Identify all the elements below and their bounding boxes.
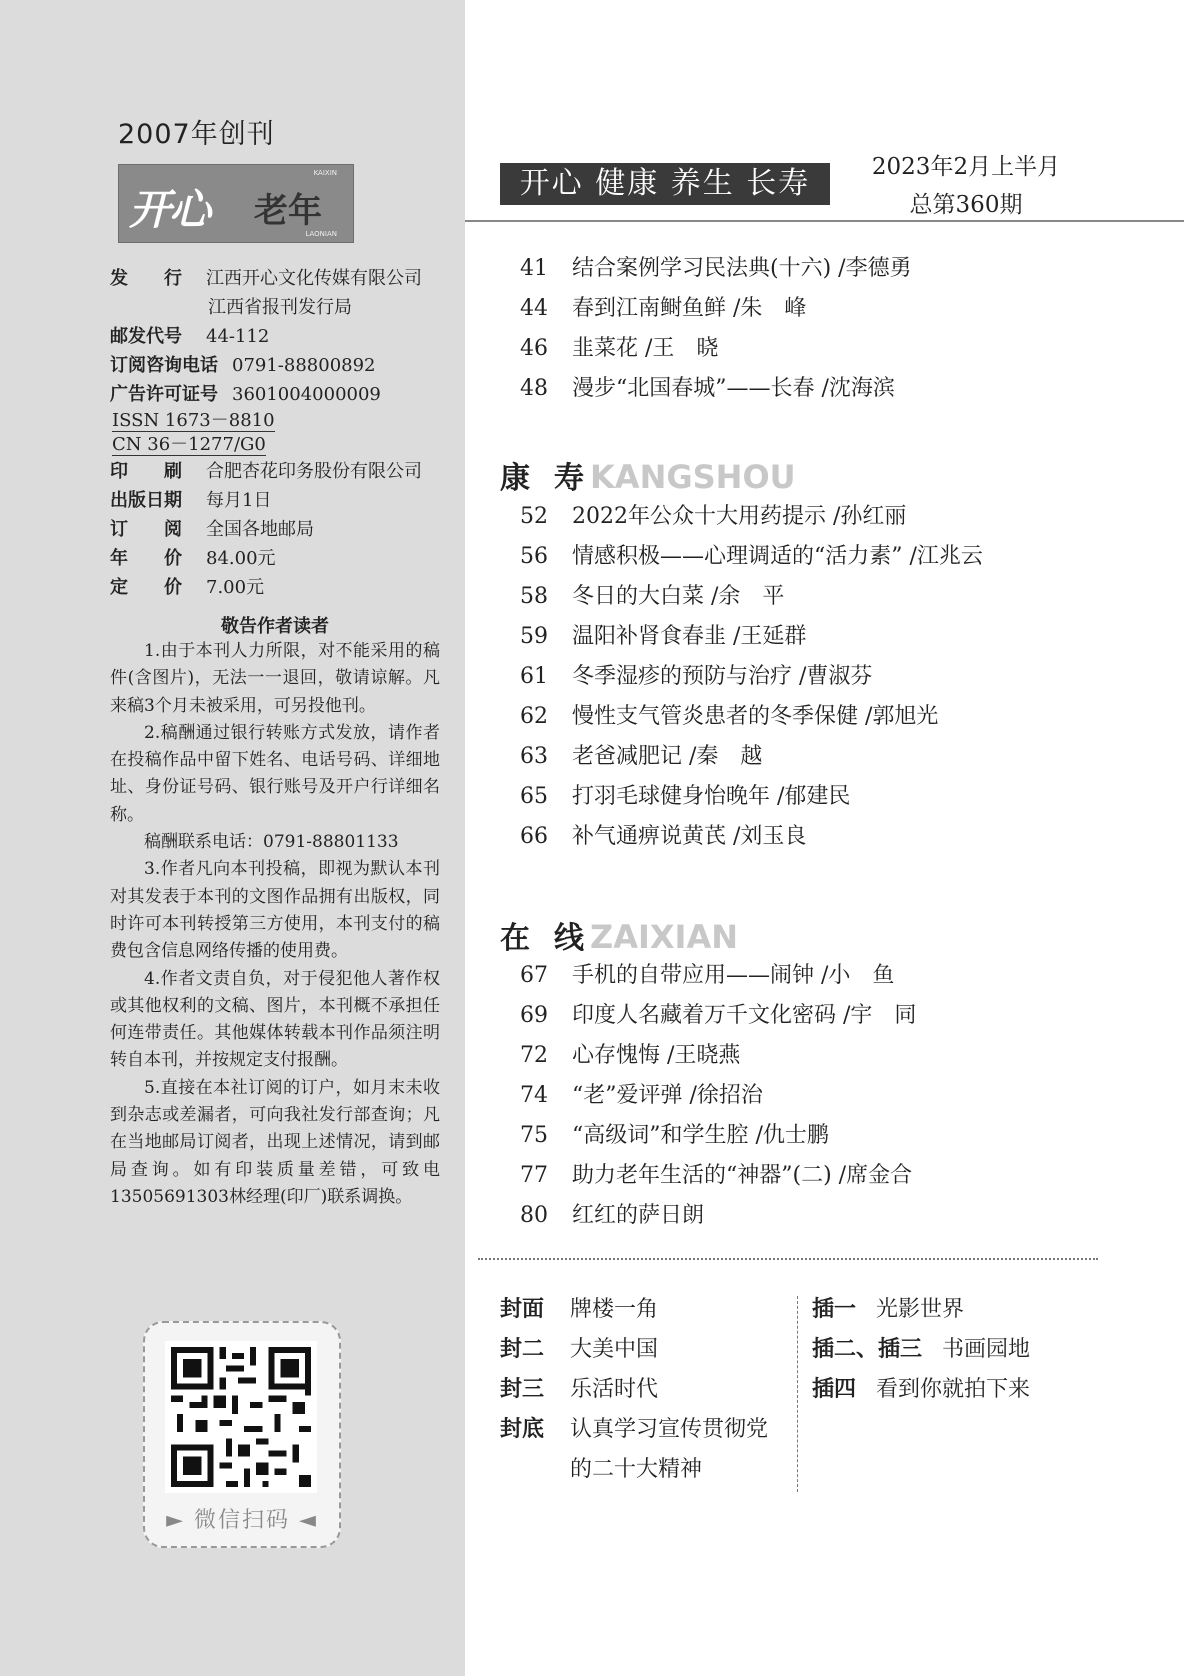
toc-page: 58 — [520, 584, 548, 609]
toc-page: 75 — [520, 1123, 548, 1148]
publisher-value-2: 江西省报刊发行局 — [208, 297, 352, 318]
founded-year: 2007年创刊 — [118, 119, 275, 150]
toc-entry[interactable] — [500, 289, 1140, 329]
toc-entry[interactable] — [500, 1116, 1140, 1156]
insert-key: 插四 — [812, 1377, 857, 1402]
info-cn — [110, 433, 460, 457]
publication-info — [110, 264, 460, 602]
toc-entry[interactable] — [500, 956, 1140, 996]
info-publisher-2 — [110, 293, 460, 322]
toc-page: 52 — [520, 504, 548, 529]
toc-page: 80 — [520, 1203, 548, 1228]
insert-key: 插一 — [812, 1297, 857, 1322]
toc-entry[interactable] — [500, 329, 1140, 369]
toc-title: 春到江南鲥鱼鲜 /朱 峰 — [572, 296, 807, 321]
insert-value: 书画园地 — [942, 1337, 1031, 1362]
insert-entry — [812, 1290, 1030, 1330]
section-zaixian-cn: 在线 — [500, 921, 608, 956]
sidebar — [0, 0, 465, 1676]
toc-title: 冬季湿疹的预防与治疗 /曹淑芬 — [572, 664, 873, 689]
toc-entry[interactable] — [500, 1036, 1140, 1076]
notice-paragraph: 2.稿酬通过银行转账方式发放，请作者在投稿作品中留下姓名、电话号码、详细地址、身份证号码、银行账号及开户行详细名称。 — [110, 722, 440, 825]
issue-number: 总第360期 — [909, 192, 1023, 218]
toc-title: 打羽毛球健身怡晚年 /郁建民 — [572, 784, 851, 809]
header-divider — [465, 220, 1184, 222]
logo-english-top: KAIXIN — [313, 169, 337, 177]
publisher-label: 发 行 — [110, 268, 182, 289]
notice-paragraph: 5.直接在本社订阅的订户，如月末未收到杂志或差漏者，可向我社发行部查询；凡在当地邮局订阅者，出现上述情况，请到邮局查询。如有印装质量差错，可致电13505691303林经理(印厂)联系调换。 — [110, 1077, 440, 1207]
notice-paragraph: 4.作者文责自负，对于侵犯他人著作权或其他权利的文稿、图片，本刊概不承担任何连带责任。其他媒体转载本刊作品须注明转自本刊，并按规定支付报酬。 — [110, 968, 440, 1071]
toc-title: 温阳补肾食春韭 /王延群 — [572, 624, 807, 649]
toc-entry[interactable] — [500, 537, 1140, 577]
toc-page: 66 — [520, 824, 548, 849]
covers-divider — [478, 1258, 1098, 1260]
toc-title: 老爸减肥记 /秦 越 — [572, 744, 763, 769]
section-kangshou-en: KANGSHOU — [590, 458, 796, 496]
toc-kangshou-list — [500, 497, 1140, 857]
postal-code-label: 邮发代号 — [110, 326, 182, 347]
insert-value: 看到你就拍下来 — [876, 1377, 1031, 1402]
toc-page: 44 — [520, 296, 548, 321]
toc-page: 74 — [520, 1083, 548, 1108]
price-label: 定 价 — [110, 577, 182, 598]
covers-left-list — [500, 1290, 768, 1490]
toc-page: 61 — [520, 664, 548, 689]
ad-license-label: 广告许可证号 — [110, 384, 218, 405]
toc-title: 助力老年生活的“神器”(二) /席金合 — [572, 1163, 913, 1188]
cover-value: 认真学习宣传贯彻党 — [570, 1417, 769, 1442]
postal-code-value: 44-112 — [206, 326, 270, 347]
ad-license-value: 3601004000009 — [232, 384, 381, 405]
toc-title: 2022年公众十大用药提示 /孙红丽 — [572, 504, 907, 529]
notice-paragraph: 稿酬联系电话：0791-88801133 — [144, 832, 399, 853]
cover-key: 封底 — [500, 1417, 545, 1442]
toc-page: 63 — [520, 744, 548, 769]
toc-entry[interactable] — [500, 817, 1140, 857]
insert-value: 光影世界 — [876, 1297, 965, 1322]
cover-value: 大美中国 — [570, 1337, 659, 1362]
section-zaixian-en: ZAIXIAN — [590, 918, 738, 956]
toc-page: 48 — [520, 376, 548, 401]
logo-english-bottom: LAONIAN — [305, 230, 337, 238]
section-kangshou-cn: 康寿 — [500, 461, 608, 496]
toc-entry[interactable] — [500, 249, 1140, 289]
toc-page: 46 — [520, 336, 548, 361]
toc-entry[interactable] — [500, 996, 1140, 1036]
toc-entry[interactable] — [500, 697, 1140, 737]
toc-top-list — [500, 249, 1140, 409]
insert-entry — [812, 1330, 1030, 1370]
info-ad-license — [110, 380, 460, 409]
toc-page: 62 — [520, 704, 548, 729]
cover-entry — [500, 1290, 768, 1330]
logo-main-text: 开心 — [129, 185, 210, 234]
toc-zaixian-list — [500, 956, 1140, 1236]
cover-entry — [500, 1450, 768, 1490]
info-issn — [110, 409, 460, 433]
publisher-value: 江西开心文化传媒有限公司 — [206, 268, 422, 289]
toc-title: “高级词”和学生腔 /仇士鹏 — [572, 1123, 829, 1148]
issue-date: 2023年2月上半月 — [871, 154, 1061, 180]
magazine-logo — [118, 164, 354, 243]
info-pub-date — [110, 486, 460, 515]
cover-value: 牌楼一角 — [570, 1297, 659, 1322]
toc-title: 漫步“北国春城”——长春 /沈海滨 — [572, 376, 895, 401]
toc-page: 72 — [520, 1043, 548, 1068]
toc-entry[interactable] — [500, 1076, 1140, 1116]
toc-entry[interactable] — [500, 657, 1140, 697]
toc-page: 67 — [520, 963, 548, 988]
toc-entry[interactable] — [500, 577, 1140, 617]
price-value: 7.00元 — [206, 577, 265, 598]
toc-page: 65 — [520, 784, 548, 809]
covers-column-separator — [797, 1296, 798, 1492]
header-slogan: 开心 健康 养生 长寿 — [500, 163, 830, 205]
toc-title: 韭菜花 /王 晓 — [572, 336, 719, 361]
info-publisher — [110, 264, 460, 293]
cover-key: 封面 — [500, 1297, 545, 1322]
issn-value: ISSN 1673－8810 — [112, 410, 275, 431]
insert-entry — [812, 1370, 1030, 1410]
info-postal-code — [110, 322, 460, 351]
toc-entry[interactable] — [500, 1196, 1140, 1236]
toc-entry[interactable] — [500, 369, 1140, 409]
toc-title: 心存愧悔 /王晓燕 — [572, 1043, 741, 1068]
pub-date-value: 每月1日 — [206, 490, 272, 511]
wechat-qr-box — [143, 1321, 341, 1548]
cover-key: 封三 — [500, 1377, 545, 1402]
cover-entry — [500, 1370, 768, 1410]
notice-body — [110, 638, 440, 1211]
printer-value: 合肥杏花印务股份有限公司 — [206, 461, 422, 482]
toc-title: 结合案例学习民法典(十六) /李德勇 — [572, 256, 912, 281]
toc-title: “老”爱评弹 /徐招治 — [572, 1083, 763, 1108]
toc-entry[interactable] — [500, 777, 1140, 817]
cover-key: 封二 — [500, 1337, 545, 1362]
notice-paragraph: 3.作者凡向本刊投稿，即视为默认本刊对其发表于本刊的文图作品拥有出版权，同时许可本刊转授第三方使用，本刊支付的稿费包含信息网络传播的使用费。 — [110, 859, 440, 962]
toc-page: 56 — [520, 544, 548, 569]
toc-page: 69 — [520, 1003, 548, 1028]
toc-title: 印度人名藏着万千文化密码 /宇 同 — [572, 1003, 917, 1028]
toc-title: 冬日的大白菜 /余 平 — [572, 584, 785, 609]
info-printer — [110, 457, 460, 486]
toc-page: 59 — [520, 624, 548, 649]
toc-title: 补气通痹说黄芪 /刘玉良 — [572, 824, 807, 849]
section-zaixian-heading — [500, 913, 738, 957]
cover-value: 的二十大精神 — [570, 1457, 703, 1482]
covers-right-list — [812, 1290, 1030, 1410]
toc-entry[interactable] — [500, 737, 1140, 777]
toc-entry[interactable] — [500, 497, 1140, 537]
toc-title: 红红的萨日朗 — [572, 1203, 705, 1228]
info-annual-price — [110, 544, 460, 573]
info-hotline — [110, 351, 460, 380]
toc-entry[interactable] — [500, 1156, 1140, 1196]
info-price — [110, 573, 460, 602]
toc-title: 情感积极——心理调适的“活力素” /江兆云 — [572, 544, 983, 569]
annual-price-value: 84.00元 — [206, 548, 276, 569]
section-kangshou-heading — [500, 453, 796, 497]
annual-price-label: 年 价 — [110, 548, 182, 569]
toc-entry[interactable] — [500, 617, 1140, 657]
toc-page: 41 — [520, 256, 548, 281]
toc-page: 77 — [520, 1163, 548, 1188]
hotline-label: 订阅咨询电话 — [110, 355, 218, 376]
insert-key: 插二、插三 — [812, 1337, 923, 1362]
pub-date-label: 出版日期 — [110, 490, 182, 511]
toc-title: 手机的自带应用——闹钟 /小 鱼 — [572, 963, 895, 988]
cover-entry — [500, 1330, 768, 1370]
hotline-value: 0791-88800892 — [232, 355, 376, 376]
subscribe-value: 全国各地邮局 — [206, 519, 314, 540]
cover-entry — [500, 1410, 768, 1450]
info-subscribe — [110, 515, 460, 544]
logo-sub-text: 老年 — [254, 191, 322, 231]
toc-title: 慢性支气管炎患者的冬季保健 /郭旭光 — [572, 704, 939, 729]
subscribe-label: 订 阅 — [110, 519, 182, 540]
qr-caption: ► 微信扫码 ◄ — [166, 1508, 318, 1533]
notice-paragraph: 1.由于本刊人力所限，对不能采用的稿件(含图片)，无法一一退回，敬请谅解。凡来稿3个月未被采用，可另投他刊。 — [110, 641, 440, 716]
qr-code-icon[interactable] — [165, 1341, 317, 1493]
cover-value: 乐活时代 — [570, 1377, 659, 1402]
cn-value: CN 36－1277/G0 — [112, 434, 266, 455]
printer-label: 印 刷 — [110, 461, 182, 482]
notice-title: 敬告作者读者 — [221, 616, 329, 637]
